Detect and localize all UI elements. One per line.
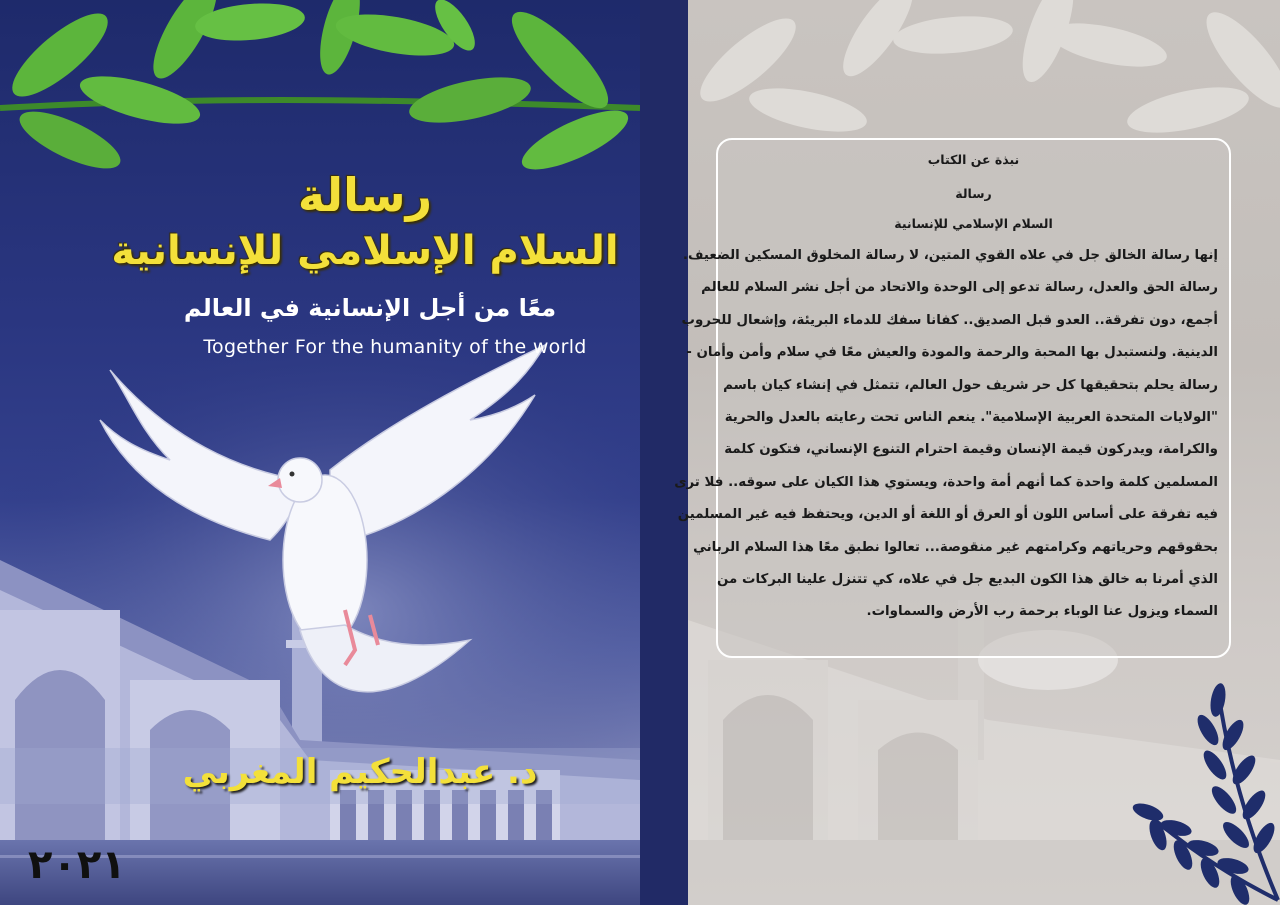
book-spine xyxy=(640,0,688,905)
synopsis-line: الدينية. ولنستبدل بها المحبة والرحمة والمودة والعيش معًا في سلام وأمن وأمان - xyxy=(686,345,1218,361)
synopsis-line: السماء ويزول عنا الوباء برحمة رب الأرض والسماوات. xyxy=(866,604,1218,620)
synopsis-line: والكرامة، ويدركون قيمة الإنسان وقيمة احترام التنوع الإنساني، فتكون كلمة xyxy=(724,442,1218,458)
synopsis-line: رسالة الحق والعدل، رسالة تدعو إلى الوحدة والاتحاد من أجل نشر السلام للعالم xyxy=(701,280,1218,296)
synopsis-line: فيه تفرقة على أساس اللون أو العرق أو اللغة أو الدين، ويحتفظ فيه غير المسلمين xyxy=(677,507,1218,523)
synopsis-line: المسلمين كلمة واحدة كما أنهم أمة واحدة، ويستوي هذا الكيان على سوقه.. فلا ترى xyxy=(674,474,1218,490)
faded-olive-branch-icon xyxy=(689,0,1280,141)
cover-subtitle-arabic: معًا من أجل الإنسانية في العالم xyxy=(183,294,557,322)
synopsis-line: إنها رسالة الخالق جل في علاه القوي المتين، لا رسالة المخلوق المسكين الضعيف. xyxy=(682,248,1218,263)
synopsis-line: أجمع، دون تفرقة.. العدو قبل الصديق.. كفانا سفك للدماء البريئة، وإشعال للحروب xyxy=(681,312,1218,328)
synopsis-line: رسالة يحلم بتحقيقها كل حر شريف حول العالم، تتمثل في إنشاء كيان باسم xyxy=(723,377,1218,393)
synopsis-title-line2: السلام الإسلامي للإنسانية xyxy=(894,216,1053,231)
olive-branch-icon xyxy=(0,0,640,181)
synopsis-line: بحقوقهم وحرياتهم وكرامتهم غير منقوصة... تعالوا نطبق معًا هذا السلام الرباني xyxy=(693,539,1218,555)
cover-title-line2: السلام الإسلامي للإنسانية xyxy=(111,228,619,274)
synopsis-body xyxy=(674,240,1218,629)
publication-year: ٢٠٢١ xyxy=(28,842,126,888)
synopsis-line: الذي أمرنا به خالق هذا الكون البديع جل في علاه، كي تتنزل علينا البركات من xyxy=(717,571,1218,587)
author-name: د. عبدالحكيم المغربي xyxy=(182,752,538,792)
cover-subtitle-english: Together For the humanity of the world xyxy=(203,336,587,358)
cover-title-line1: رسالة xyxy=(297,168,433,222)
synopsis-title-line1: رسالة xyxy=(955,186,992,201)
synopsis-heading: نبذة عن الكتاب xyxy=(927,152,1020,167)
synopsis-line: "الولايات المتحدة العربية الإسلامية". ينعم الناس تحت رعايته بالعدل والحرية xyxy=(724,409,1218,425)
